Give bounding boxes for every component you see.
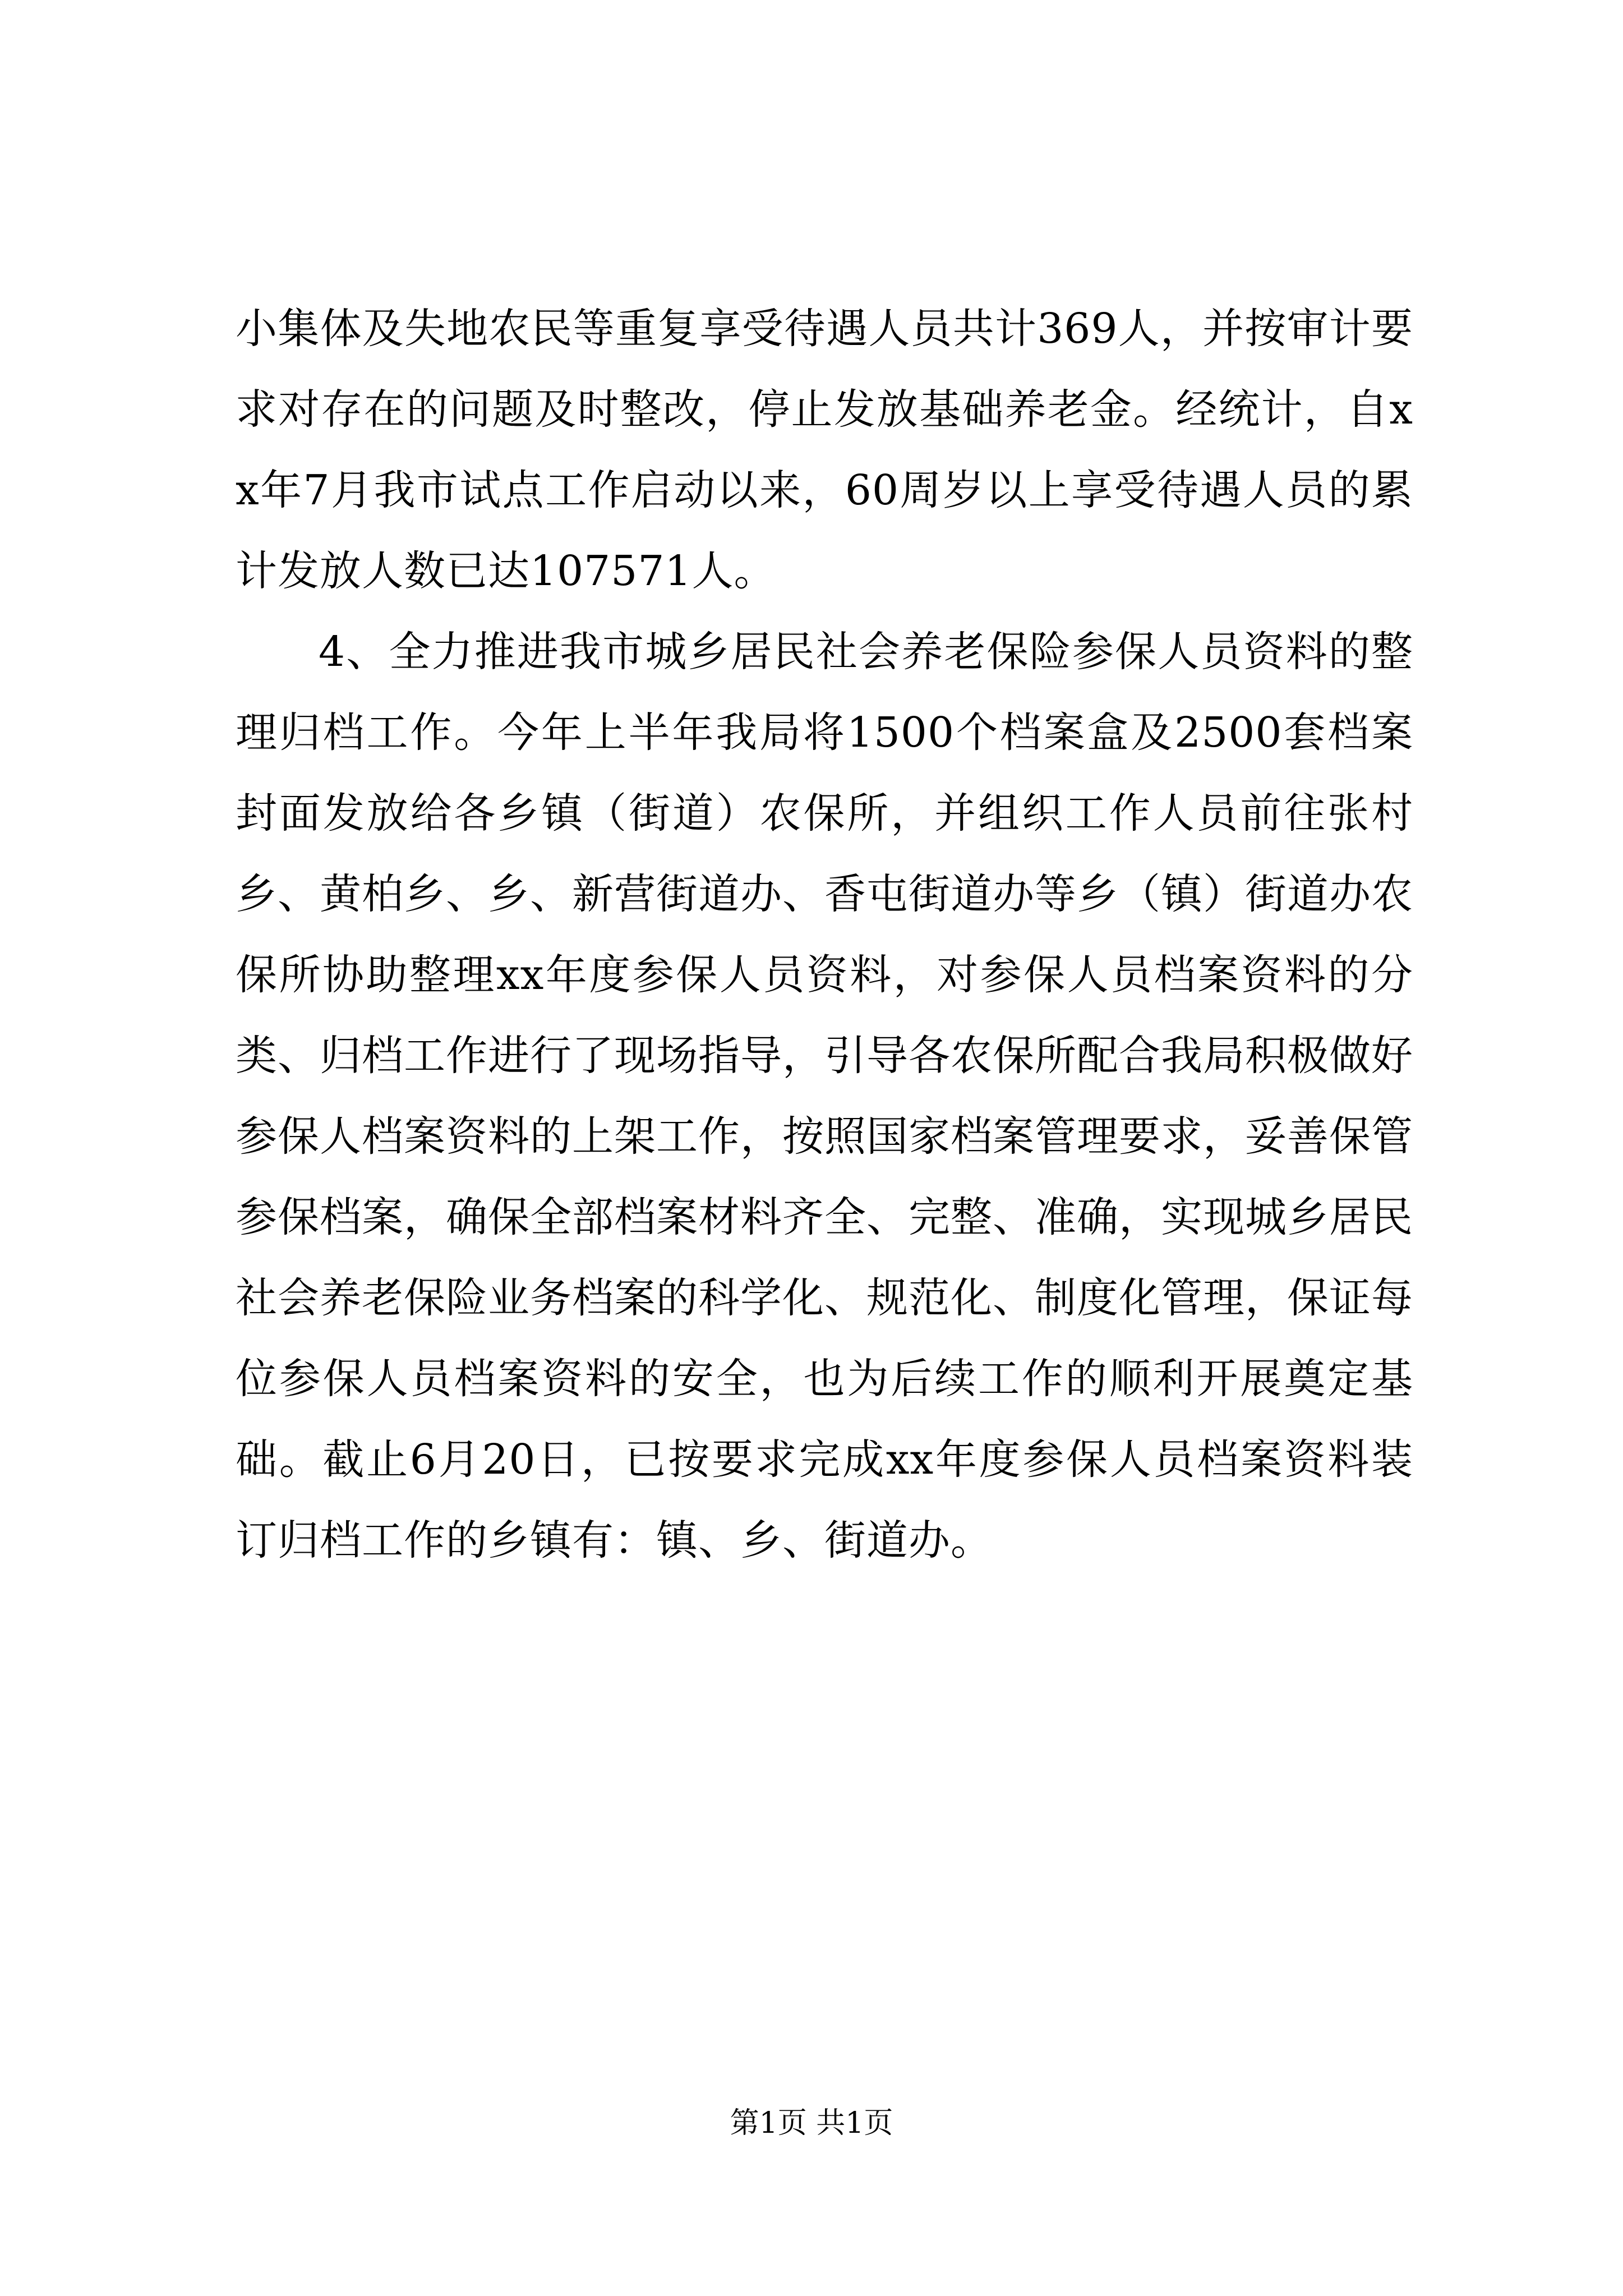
page-footer: 第1页 共1页 bbox=[730, 2106, 893, 2140]
document-body bbox=[236, 288, 1413, 1581]
body-paragraph: 小集体及失地农民等重复享受待遇人员共计369人，并按审计要求对存在的问题及时整改，停止发放基础养老金。经统计，自xx年7月我市试点工作启动以来，60周岁以上享受待遇人员的累计发放人数已达107571人。 bbox=[236, 305, 1413, 595]
body-paragraph: 4、全力推进我市城乡居民社会养老保险参保人员资料的整理归档工作。今年上半年我局将1500个档案盒及2500套档案封面发放给各乡镇（街道）农保所，并组织工作人员前往张村乡、黄柏乡、乡、新营街道办、香屯街道办等乡（镇）街道办农保所协助整理xx年度参保人员资料，对参保人员档案资料的分类、归档工作进行了现场指导，引导各农保所配合我局积极做好参保人档案资料的上架工作，按照国家档案管理要求，妥善保管参保档案，确保全部档案材料齐全、完整、准确，实现城乡居民社会养老保险业务档案的科学化、规范化、制度化管理，保证每位参保人员档案资料的安全，也为后续工作的顺利开展奠定基础。截止6月20日，已按要求完成xx年度参保人员档案资料装订归档工作的乡镇有：镇、乡、街道办。 bbox=[236, 628, 1413, 1565]
